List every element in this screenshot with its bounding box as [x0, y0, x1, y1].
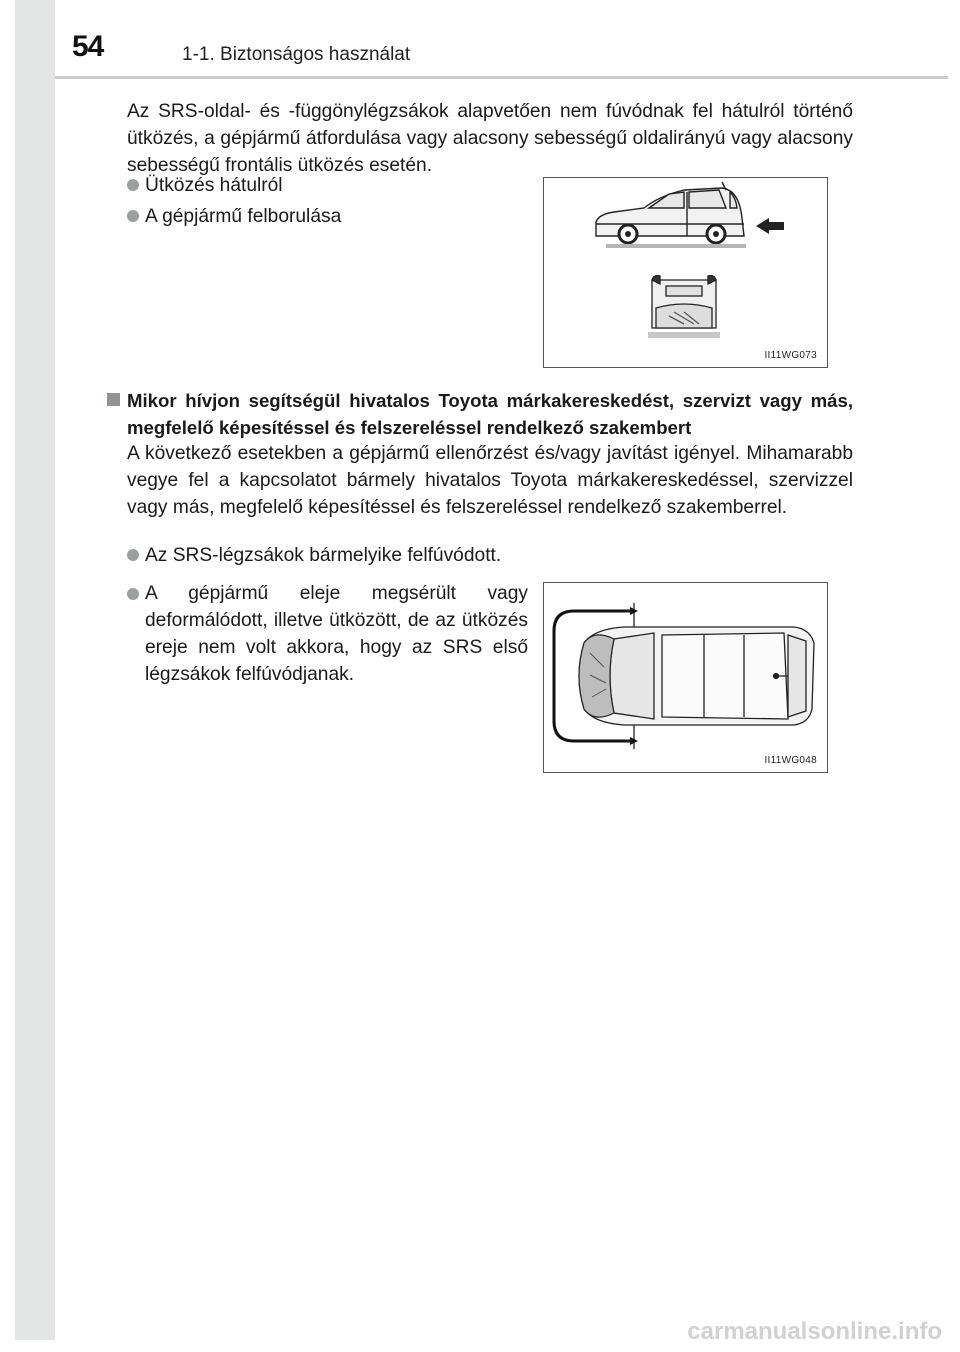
watermark: carmanualsonline.info	[687, 1318, 942, 1345]
bullet-dot-icon	[127, 588, 139, 600]
car-illustration-top-view	[544, 583, 829, 774]
bullet-front-damage: A gépjármű eleje megsérült vagy deformálódott, illetve ütközött, de az ütközés ereje nem volt akkora, hogy az SRS első légzsákok felfúvódjanak.	[145, 580, 528, 688]
chapter-title: 1-1. Biztonságos használat	[182, 44, 411, 65]
bullet-dot-icon	[127, 210, 139, 222]
bullet-rollover: A gépjármű felborulása	[127, 203, 341, 230]
page-number: 54	[72, 30, 104, 63]
figure-front-damage-top-view	[543, 582, 828, 773]
bullet-rear-collision: Ütközés hátulról	[127, 172, 283, 199]
header-rule	[55, 76, 948, 79]
car-illustration-side-and-flipped	[544, 178, 829, 369]
figure-rear-collision-rollover	[543, 177, 828, 368]
bullet-dot-icon	[127, 549, 139, 561]
bullet-dot-icon	[127, 179, 139, 191]
square-bullet-icon	[107, 393, 120, 406]
side-margin-bar	[15, 0, 55, 1340]
section-body: A következő esetekben a gépjármű ellenőrzést és/vagy javítást igényel. Mihamarabb vegye fel a kapcsolatot bármely hivatalos Toyota márkakereskedéssel, szervizzel vagy más, megfelelő képesítéssel és felszereléssel rendelkező szakemberrel.	[127, 443, 853, 518]
figure-code: II11WG048	[764, 755, 817, 766]
figure-code: II11WG073	[764, 350, 817, 361]
bullet-airbag-deployed: Az SRS-légzsákok bármelyike felfúvódott.	[127, 542, 501, 569]
section-heading: Mikor hívjon segítségül hivatalos Toyota márkakereskedést, szervizt vagy más, megfelelő képesítéssel és felszereléssel rendelkező szakembert	[127, 387, 853, 441]
intro-paragraph: Az SRS-oldal- és -függönylégzsákok alapvetően nem fúvódnak fel hátulról történő ütközés, a gépjármű átfordulása vagy alacsony sebességű oldalirányú vagy alacsony sebességű frontális ütközés esetén.	[127, 101, 853, 176]
